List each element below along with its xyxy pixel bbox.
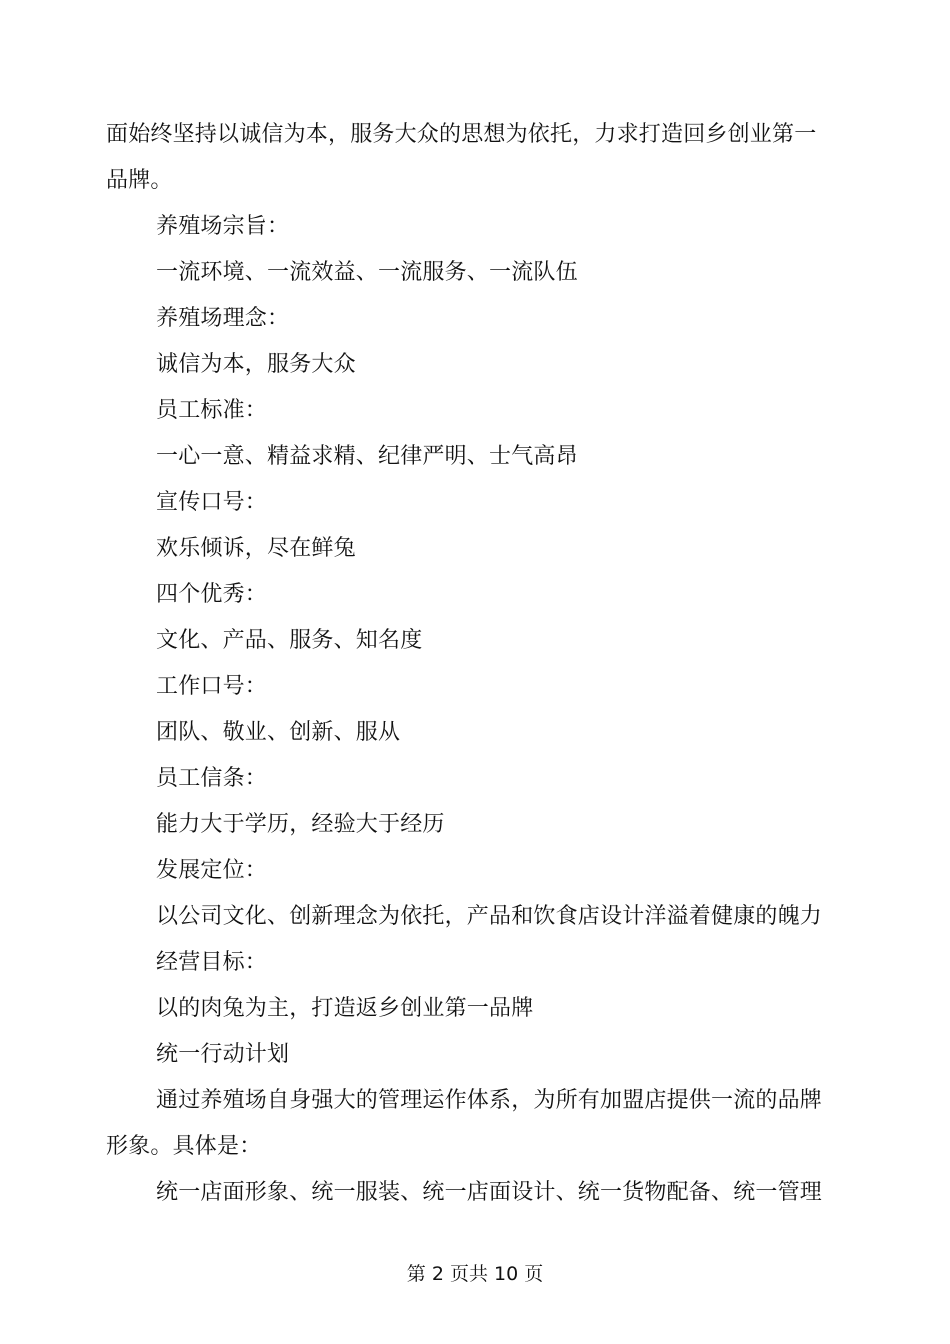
document-body (106, 112, 836, 1216)
text-line: 统一店面形象、统一服装、统一店面设计、统一货物配备、统一管理 (156, 1180, 823, 1205)
text-line: 养殖场宗旨： (156, 214, 290, 239)
page-number-footer: 第 2 页共 10 页 (406, 1263, 544, 1285)
text-line: 能力大于学历，经验大于经历 (156, 812, 445, 837)
text-line: 品牌。 (106, 168, 173, 193)
text-line: 员工信条： (156, 766, 268, 791)
text-line: 通过养殖场自身强大的管理运作体系，为所有加盟店提供一流的品牌 (156, 1088, 823, 1113)
text-line: 养殖场理念： (156, 306, 290, 331)
text-line: 四个优秀： (156, 582, 268, 607)
text-line: 欢乐倾诉，尽在鲜兔 (156, 536, 356, 561)
text-line: 统一行动计划 (156, 1042, 290, 1067)
text-line: 一流环境、一流效益、一流服务、一流队伍 (156, 260, 578, 285)
text-line: 发展定位： (156, 858, 268, 883)
text-line: 面始终坚持以诚信为本，服务大众的思想为依托，力求打造回乡创业第一 (106, 122, 817, 147)
text-line: 一心一意、精益求精、纪律严明、士气高昂 (156, 444, 578, 469)
text-line: 形象。具体是： (106, 1134, 262, 1159)
text-line: 团队、敬业、创新、服从 (156, 720, 401, 745)
text-line: 员工标准： (156, 398, 268, 423)
text-line: 诚信为本，服务大众 (156, 352, 356, 377)
text-line: 工作口号： (156, 674, 268, 699)
text-line: 以公司文化、创新理念为依托，产品和饮食店设计洋溢着健康的魄力 (156, 904, 823, 929)
text-line: 宣传口号： (156, 490, 268, 515)
text-line: 经营目标： (156, 950, 268, 975)
text-line: 文化、产品、服务、知名度 (156, 628, 423, 653)
text-line: 以的肉兔为主，打造返乡创业第一品牌 (156, 996, 534, 1021)
